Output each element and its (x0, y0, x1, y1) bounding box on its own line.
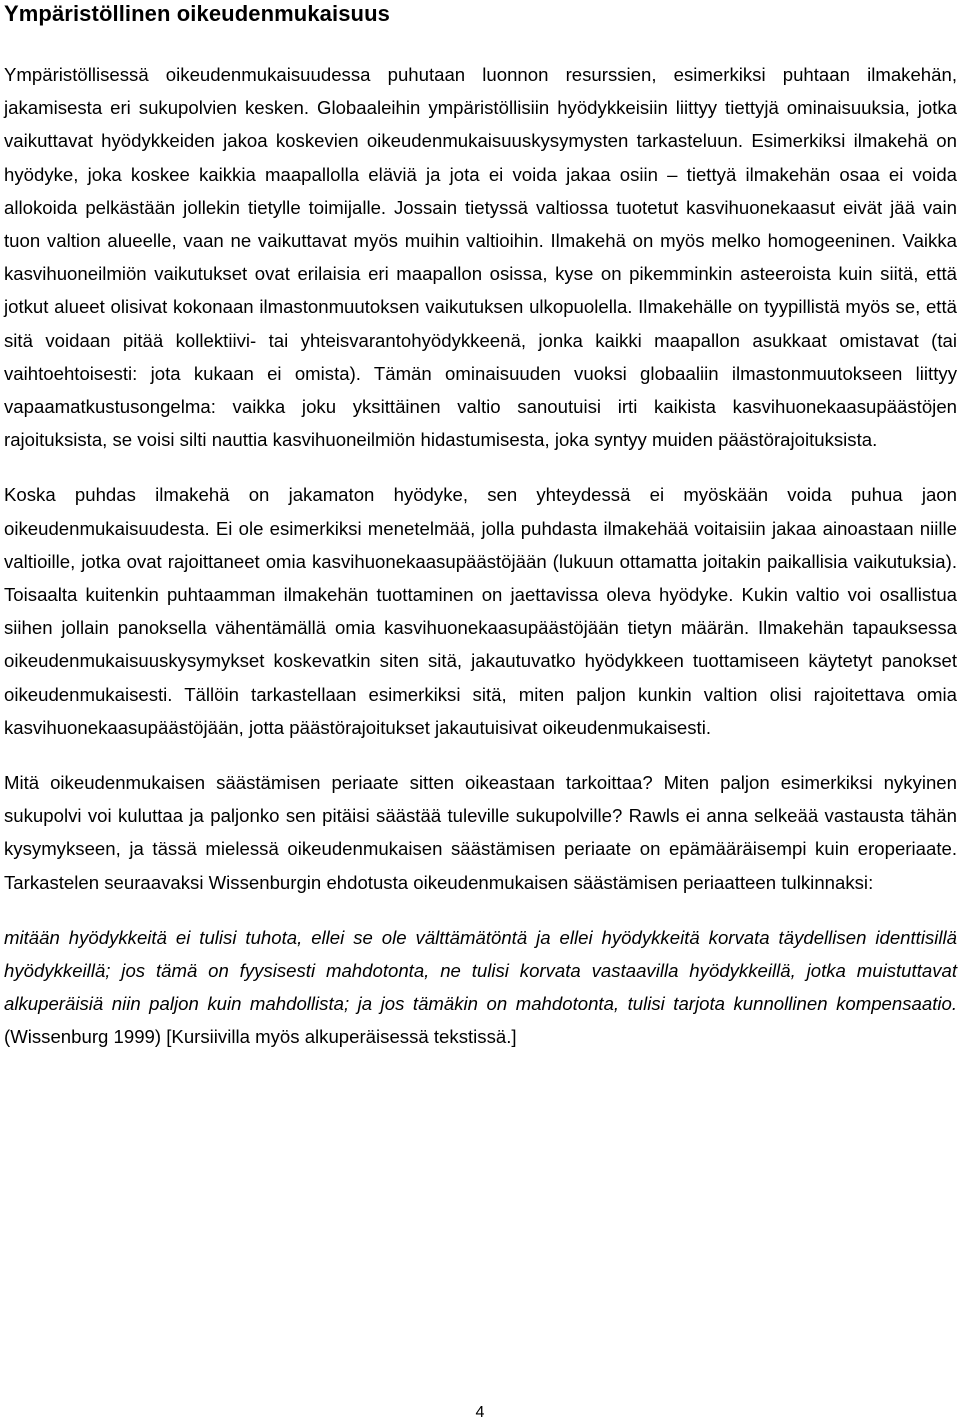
section-heading: Ympäristöllinen oikeudenmukaisuus (4, 1, 390, 26)
quote-citation-text: (Wissenburg 1999) [Kursiivilla myös alkuperäisessä tekstissä.] (4, 1026, 517, 1048)
quote-italic-text: mitään hyödykkeitä ei tulisi tuhota, ellei se ole välttämätöntä ja ellei hyödykkeitä korvata täydellisen identtisillä hyödykkeillä; jos tämä on fyysisesti mahdotonta, ne tulisi korvata vastaavilla hyödykkeillä, jotka muistuttavat alkuperäisiä niin paljon kuin mahdollista; ja jos tämäkin on mahdotonta, tulisi tarjota kunnollinen kompensaatio. (4, 926, 957, 1015)
document-page (4, 0, 957, 1054)
paragraph-4-quote (4, 921, 957, 1054)
paragraph-1: Ympäristöllisessä oikeudenmukaisuudessa puhutaan luonnon resurssien, esimerkiksi puhtaan ilmakehän, jakamisesta eri sukupolvien kesken. Globaaleihin ympäristöllisiin hyödykkeisiin liittyy tiettyjä ominaisuuksia, jotka vaikuttavat hyödykkeiden jakoa koskevien oikeudenmukaisuuskysymysten tarkasteluun. Esimerkiksi ilmakehä on hyödyke, joka koskee kaikkia maapallolla eläviä ja jota ei voida jakaa osiin – tiettyä ilmakehän osaa ei voida allokoida pelkästään jollekin tietylle toimijalle. Jossain tietyssä valtiossa tuotetut kasvihuonekaasut eivät jää vain tuon valtion alueelle, vaan ne vaikuttavat myös muihin valtioihin. Ilmakehä on myös melko homogeeninen. Vaikka kasvihuoneilmiön vaikutukset ovat erilaisia eri maapallon osissa, kyse on pikemminkin asteeroista kuin siitä, että jotkut alueet olisivat kokonaan ilmastonmuutoksen vaikutuksen ulkopuolella. Ilmakehälle on tyypillistä myös se, että sitä voidaan pitää kollektiivi- tai yhteisvarantohyödykkeenä, jonka kaikki maapallon asukkaat omistavat (tai vaihtoehtoisesti: jota kukaan ei omista). Tämän ominaisuuden vuoksi globaaliin ilmastonmuutokseen liittyy vapaamatkustusongelma: vaikka joku yksittäinen valtio sanoutuisi irti kaikista kasvihuonekaasupäästöjen rajoituksista, se voisi silti nauttia kasvihuoneilmiön hidastumisesta, joka syntyy muiden päästörajoituksista. (4, 64, 957, 451)
paragraph-3: Mitä oikeudenmukaisen säästämisen periaate sitten oikeastaan tarkoittaa? Miten paljon esimerkiksi nykyinen sukupolvi voi kuluttaa ja paljonko sen pitäisi säästää tuleville sukupolville? Rawls ei anna selkeää vastausta tähän kysymykseen, ja tässä mielessä oikeudenmukaisen säästämisen periaate on epämääräisempi kuin eroperiaate. Tarkastelen seuraavaksi Wissenburgin ehdotusta oikeudenmukaisen säästämisen periaatteen tulkinnaksi: (4, 772, 957, 893)
page-number: 4 (475, 1404, 485, 1421)
paragraph-2: Koska puhdas ilmakehä on jakamaton hyödyke, sen yhteydessä ei myöskään voida puhua jaon oikeudenmukaisuudesta. Ei ole esimerkiksi menetelmää, jolla puhdasta ilmakehää voitaisiin jakaa ainoastaan niille valtioille, jotka ovat rajoittaneet omia kasvihuonekaasupäästöjään (lukuun ottamatta joitakin paikallisia vaikutuksia). Toisaalta kuitenkin puhtaamman ilmakehän tuottaminen on jaettavissa oleva hyödyke. Kukin valtio voi osallistua siihen jollain panoksella vähentämällä omia kasvihuonekaasupäästöjään tietyn määrän. Ilmakehän tapauksessa oikeudenmukaisuuskysymykset koskevatkin siten sitä, jakautuvatko hyödykkeen tuottamiseen käytetyt panokset oikeudenmukaisesti. Tällöin tarkastellaan esimerkiksi sitä, miten paljon kunkin valtion olisi rajoitettava omia kasvihuonekaasupäästöjään, jotta päästörajoitukset jakautuisivat oikeudenmukaisesti. (4, 484, 957, 738)
